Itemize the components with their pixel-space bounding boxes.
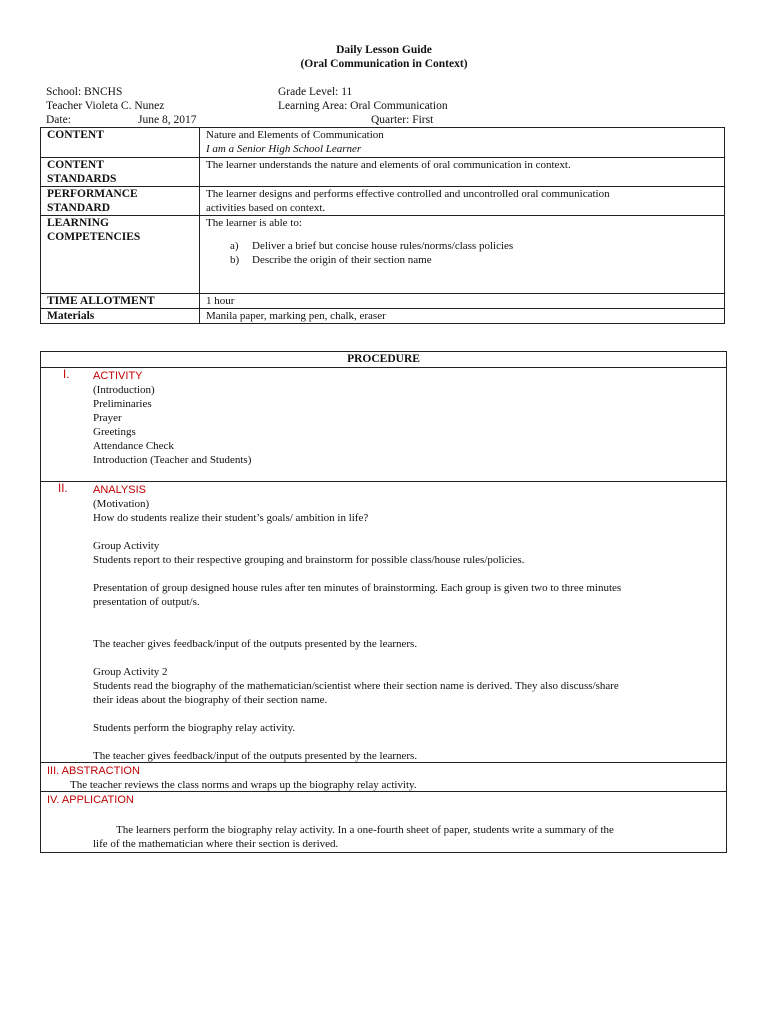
content-standards-label	[41, 158, 200, 187]
materials-label: Materials	[41, 309, 200, 324]
text-line: Group Activity	[93, 540, 160, 552]
label-line: PERFORMANCE	[47, 188, 138, 200]
activity-body	[93, 369, 251, 467]
text-line: Students report to their respective grouping and brainstorm for possible class/house rules/policies.	[93, 554, 525, 566]
abstraction-heading: III. ABSTRACTION	[47, 765, 140, 777]
application-line-1: The learners perform the biography relay activity. In a one-fourth sheet of paper, students write a summary of the	[116, 824, 614, 836]
table-row	[41, 158, 725, 187]
list-item: b) Describe the origin of their section name	[230, 254, 432, 266]
text-line: activities based on context.	[206, 202, 326, 214]
performance-standard-label	[41, 187, 200, 216]
content-label: CONTENT	[41, 128, 200, 158]
text-line: Presentation of group designed house rules after ten minutes of brainstorming. Each group is given two to three minutes	[93, 582, 622, 594]
quarter-field: Quarter: First	[371, 114, 434, 126]
text-line: Preliminaries	[93, 398, 152, 410]
label-line: STANDARD	[47, 202, 111, 214]
text-line: Introduction (Teacher and Students)	[93, 454, 252, 466]
procedure-table	[40, 351, 727, 853]
text-line: Prayer	[93, 412, 122, 424]
label-line: LEARNING	[47, 217, 109, 229]
table-row	[41, 294, 725, 309]
text-line: The learner designs and performs effective controlled and uncontrolled oral communication	[206, 188, 610, 200]
text-line: Attendance Check	[93, 440, 174, 452]
application-line-2: life of the mathematician where their section is derived.	[93, 838, 339, 850]
application-section	[41, 792, 726, 852]
school-field: School: BNCHS	[46, 86, 123, 98]
analysis-section	[41, 482, 726, 763]
text-line: How do students realize their student’s goals/ ambition in life?	[93, 512, 369, 524]
competencies-intro: The learner is able to:	[206, 217, 302, 229]
text-line: their ideas about the biography of their section name.	[93, 694, 328, 706]
text-line: Students perform the biography relay activity.	[93, 722, 296, 734]
learning-competencies-label	[41, 216, 200, 294]
procedure-title: PROCEDURE	[41, 352, 726, 368]
activity-numeral: I.	[63, 369, 70, 381]
text-line: Students read the biography of the mathematician/scientist where their section name is derived. They also discuss/share	[93, 680, 619, 692]
table-row	[41, 128, 725, 158]
label-line: CONTENT	[47, 159, 104, 171]
table-row	[41, 187, 725, 216]
document-title: Daily Lesson Guide	[336, 44, 432, 56]
abstraction-text: The teacher reviews the class norms and wraps up the biography relay activity.	[70, 779, 417, 791]
time-allotment-label: TIME ALLOTMENT	[41, 294, 200, 309]
learning-competencies-value	[200, 216, 725, 294]
analysis-numeral: II.	[58, 483, 68, 495]
text-line: Group Activity 2	[93, 666, 168, 678]
analysis-heading: ANALYSIS	[93, 484, 146, 496]
text-line: (Motivation)	[93, 498, 150, 510]
text-line: The teacher gives feedback/input of the outputs presented by the learners.	[93, 638, 418, 650]
list-item: a) Deliver a brief but concise house rules/norms/class policies	[230, 240, 514, 252]
text-line: The teacher gives feedback/input of the outputs presented by the learners.	[93, 750, 418, 762]
learning-area-field: Learning Area: Oral Communication	[278, 100, 448, 112]
activity-heading: ACTIVITY	[93, 370, 143, 382]
performance-standard-value	[200, 187, 725, 216]
lesson-details-table	[40, 127, 725, 324]
label-line: COMPETENCIES	[47, 231, 141, 243]
materials-value: Manila paper, marking pen, chalk, eraser	[200, 309, 725, 324]
label-line: STANDARDS	[47, 173, 117, 185]
application-heading: IV. APPLICATION	[47, 794, 134, 806]
table-row	[41, 216, 725, 294]
content-value	[200, 128, 725, 158]
content-lesson-title: I am a Senior High School Learner	[206, 143, 362, 155]
text-line: (Introduction)	[93, 384, 155, 396]
text-line: Greetings	[93, 426, 136, 438]
abstraction-section	[41, 763, 726, 792]
content-topic: Nature and Elements of Communication	[206, 129, 384, 141]
activity-section	[41, 368, 726, 482]
text-line: presentation of output/s.	[93, 596, 200, 608]
table-row	[41, 309, 725, 324]
time-allotment-value: 1 hour	[200, 294, 725, 309]
grade-level-field: Grade Level: 11	[278, 86, 353, 98]
date-value: June 8, 2017	[138, 114, 197, 126]
teacher-field: Teacher Violeta C. Nunez	[46, 100, 165, 112]
date-label: Date:	[46, 114, 71, 126]
document-subtitle: (Oral Communication in Context)	[300, 58, 468, 70]
analysis-body	[93, 483, 718, 763]
competencies-list	[206, 239, 718, 267]
content-standards-value: The learner understands the nature and elements of oral communication in context.	[200, 158, 725, 187]
